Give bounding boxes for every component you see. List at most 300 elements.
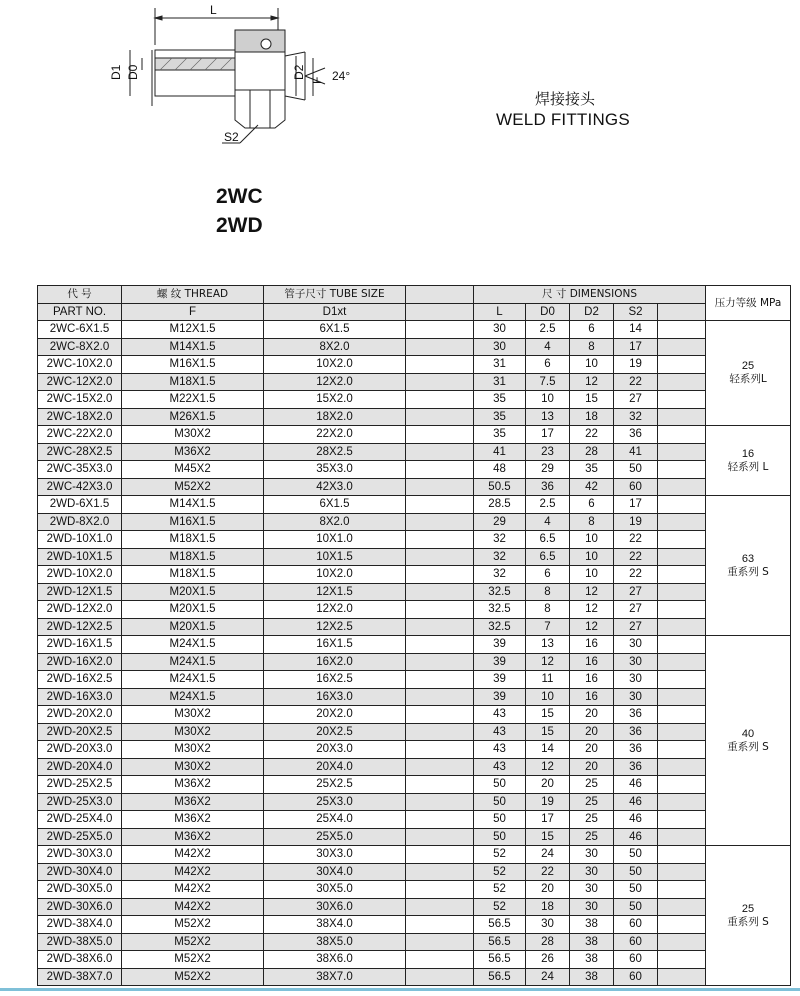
pressure-series: 重系列 S [727, 565, 769, 578]
cell-part-no: 2WD-12X1.5 [38, 583, 122, 601]
cell-thread: M20X1.5 [122, 601, 264, 619]
header-tube-size: 管子尺寸 TUBE SIZE [264, 286, 406, 304]
cell-D2: 20 [570, 758, 614, 776]
pressure-group [706, 426, 791, 496]
table-row [38, 566, 791, 584]
cell-blank [658, 653, 706, 671]
cell-part-no: 2WC-12X2.0 [38, 373, 122, 391]
cell-S2: 46 [614, 828, 658, 846]
cell-S2: 60 [614, 933, 658, 951]
cell-D2: 35 [570, 461, 614, 479]
cell-D2: 25 [570, 811, 614, 829]
cell-D0: 8 [526, 583, 570, 601]
cell-tube-size: 12X2.5 [264, 618, 406, 636]
cell-tube-size: 20X2.5 [264, 723, 406, 741]
header-thread: 螺 纹 THREAD [122, 286, 264, 304]
cell-thread: M45X2 [122, 461, 264, 479]
cell-thread: M30X2 [122, 758, 264, 776]
cell-D2: 22 [570, 426, 614, 444]
cell-blank [406, 566, 474, 584]
cell-blank [658, 566, 706, 584]
cell-S2: 30 [614, 653, 658, 671]
cell-L: 35 [474, 391, 526, 409]
cell-thread: M30X2 [122, 706, 264, 724]
cell-thread: M52X2 [122, 968, 264, 986]
cell-blank [406, 723, 474, 741]
cell-part-no: 2WD-16X1.5 [38, 636, 122, 654]
cell-L: 32.5 [474, 583, 526, 601]
cell-part-no: 2WD-30X6.0 [38, 898, 122, 916]
table-row [38, 583, 791, 601]
cell-thread: M24X1.5 [122, 653, 264, 671]
model-code-2wc: 2WC [216, 185, 263, 208]
cell-tube-size: 10X1.0 [264, 531, 406, 549]
cell-tube-size: 25X5.0 [264, 828, 406, 846]
cell-D2: 10 [570, 531, 614, 549]
cell-blank [406, 741, 474, 759]
cell-D2: 16 [570, 671, 614, 689]
cell-S2: 17 [614, 338, 658, 356]
table-row [38, 391, 791, 409]
cell-part-no: 2WD-38X5.0 [38, 933, 122, 951]
table-row [38, 338, 791, 356]
cell-part-no: 2WD-8X2.0 [38, 513, 122, 531]
cell-part-no: 2WC-42X3.0 [38, 478, 122, 496]
cell-L: 29 [474, 513, 526, 531]
cell-D2: 6 [570, 496, 614, 514]
cell-S2: 32 [614, 408, 658, 426]
cell-part-no: 2WD-10X2.0 [38, 566, 122, 584]
dim-D1-label: D1 [109, 64, 123, 80]
weld-fitting-drawing [100, 0, 380, 160]
cell-L: 32 [474, 531, 526, 549]
cell-D0: 26 [526, 951, 570, 969]
cell-L: 52 [474, 881, 526, 899]
cell-blank [658, 338, 706, 356]
cell-S2: 22 [614, 373, 658, 391]
cell-D0: 36 [526, 478, 570, 496]
pressure-group [706, 636, 791, 846]
cell-L: 56.5 [474, 951, 526, 969]
cell-L: 56.5 [474, 916, 526, 934]
cell-tube-size: 8X2.0 [264, 513, 406, 531]
cell-L: 52 [474, 898, 526, 916]
cell-L: 32 [474, 566, 526, 584]
cell-D2: 10 [570, 566, 614, 584]
table-row [38, 373, 791, 391]
cell-blank [406, 391, 474, 409]
cell-thread: M20X1.5 [122, 618, 264, 636]
cell-D2: 38 [570, 933, 614, 951]
cell-blank [658, 548, 706, 566]
cell-L: 43 [474, 741, 526, 759]
cell-D0: 10 [526, 391, 570, 409]
cell-part-no: 2WD-38X6.0 [38, 951, 122, 969]
title-english: WELD FITTINGS [496, 110, 630, 129]
cell-S2: 22 [614, 548, 658, 566]
table-row [38, 776, 791, 794]
cell-thread: M18X1.5 [122, 373, 264, 391]
cell-D2: 16 [570, 653, 614, 671]
cell-D2: 30 [570, 881, 614, 899]
cell-thread: M42X2 [122, 863, 264, 881]
cell-L: 32.5 [474, 601, 526, 619]
cell-L: 39 [474, 636, 526, 654]
header-code-cn: 代 号 [38, 286, 122, 304]
cell-D2: 42 [570, 478, 614, 496]
cell-S2: 46 [614, 793, 658, 811]
table-row [38, 531, 791, 549]
cell-D0: 12 [526, 653, 570, 671]
cell-blank [658, 776, 706, 794]
cell-thread: M36X2 [122, 793, 264, 811]
cell-part-no: 2WD-30X4.0 [38, 863, 122, 881]
cell-D0: 13 [526, 408, 570, 426]
cell-S2: 27 [614, 391, 658, 409]
cell-blank [658, 793, 706, 811]
cell-D2: 20 [570, 741, 614, 759]
cell-D2: 25 [570, 793, 614, 811]
header-L: L [474, 303, 526, 321]
cell-blank [406, 846, 474, 864]
cell-S2: 30 [614, 636, 658, 654]
cell-L: 50 [474, 776, 526, 794]
cell-D2: 38 [570, 916, 614, 934]
cell-thread: M16X1.5 [122, 356, 264, 374]
cell-blank [406, 776, 474, 794]
cell-blank [658, 898, 706, 916]
cell-D0: 8 [526, 601, 570, 619]
cell-D2: 25 [570, 776, 614, 794]
cell-blank [406, 338, 474, 356]
cell-thread: M36X2 [122, 443, 264, 461]
cell-D0: 14 [526, 741, 570, 759]
table-row [38, 828, 791, 846]
table-row [38, 881, 791, 899]
cell-S2: 19 [614, 356, 658, 374]
cell-part-no: 2WD-38X4.0 [38, 916, 122, 934]
cell-D2: 10 [570, 356, 614, 374]
cell-S2: 27 [614, 618, 658, 636]
cell-blank [658, 618, 706, 636]
cell-L: 35 [474, 408, 526, 426]
cell-blank [406, 933, 474, 951]
table-row [38, 426, 791, 444]
cell-tube-size: 38X4.0 [264, 916, 406, 934]
table-row [38, 863, 791, 881]
cell-D0: 7 [526, 618, 570, 636]
header-thread-f: F [122, 303, 264, 321]
cell-S2: 14 [614, 321, 658, 339]
cell-blank [406, 951, 474, 969]
cell-L: 39 [474, 653, 526, 671]
cell-tube-size: 15X2.0 [264, 391, 406, 409]
cell-L: 43 [474, 723, 526, 741]
cell-blank [658, 391, 706, 409]
cell-part-no: 2WC-15X2.0 [38, 391, 122, 409]
cell-part-no: 2WD-16X2.0 [38, 653, 122, 671]
cell-part-no: 2WD-25X3.0 [38, 793, 122, 811]
cell-blank [658, 881, 706, 899]
cell-D2: 8 [570, 513, 614, 531]
table-row [38, 671, 791, 689]
cell-D0: 23 [526, 443, 570, 461]
cell-D2: 16 [570, 636, 614, 654]
cell-thread: M16X1.5 [122, 513, 264, 531]
cell-blank [658, 478, 706, 496]
cell-blank [406, 496, 474, 514]
cell-blank [406, 513, 474, 531]
cell-L: 39 [474, 671, 526, 689]
cell-tube-size: 30X3.0 [264, 846, 406, 864]
cell-S2: 46 [614, 811, 658, 829]
cell-D0: 4 [526, 513, 570, 531]
cell-L: 56.5 [474, 968, 526, 986]
table-row [38, 618, 791, 636]
cell-blank [406, 618, 474, 636]
cell-S2: 41 [614, 443, 658, 461]
cell-D0: 11 [526, 671, 570, 689]
cell-thread: M22X1.5 [122, 391, 264, 409]
cell-S2: 17 [614, 496, 658, 514]
cell-D0: 17 [526, 426, 570, 444]
cell-S2: 36 [614, 706, 658, 724]
cell-blank [658, 583, 706, 601]
cell-part-no: 2WD-6X1.5 [38, 496, 122, 514]
cell-L: 52 [474, 863, 526, 881]
header-dimensions: 尺 寸 DIMENSIONS [474, 286, 706, 304]
cell-blank [406, 898, 474, 916]
cell-part-no: 2WD-25X4.0 [38, 811, 122, 829]
footer-rule [0, 988, 800, 991]
cell-part-no: 2WD-20X2.5 [38, 723, 122, 741]
table-row [38, 933, 791, 951]
table-row [38, 513, 791, 531]
cell-thread: M18X1.5 [122, 531, 264, 549]
cell-blank [406, 548, 474, 566]
cell-blank [406, 531, 474, 549]
cell-blank [406, 478, 474, 496]
cell-L: 32 [474, 548, 526, 566]
cell-S2: 30 [614, 671, 658, 689]
cell-thread: M36X2 [122, 776, 264, 794]
cell-blank [658, 758, 706, 776]
cell-blank [406, 653, 474, 671]
cell-tube-size: 20X3.0 [264, 741, 406, 759]
cell-D2: 12 [570, 373, 614, 391]
cell-tube-size: 16X2.5 [264, 671, 406, 689]
cell-D0: 20 [526, 776, 570, 794]
cell-tube-size: 38X6.0 [264, 951, 406, 969]
cell-blank [658, 513, 706, 531]
cell-D0: 7.5 [526, 373, 570, 391]
cell-blank [406, 636, 474, 654]
cell-S2: 22 [614, 531, 658, 549]
cell-tube-size: 12X2.0 [264, 601, 406, 619]
title-chinese: 焊接接头 [535, 90, 596, 108]
cell-L: 48 [474, 461, 526, 479]
cell-L: 50 [474, 811, 526, 829]
cell-blank [658, 461, 706, 479]
cell-part-no: 2WD-12X2.0 [38, 601, 122, 619]
cell-blank [658, 916, 706, 934]
cell-tube-size: 20X2.0 [264, 706, 406, 724]
cell-D0: 18 [526, 898, 570, 916]
cell-S2: 19 [614, 513, 658, 531]
cell-thread: M36X2 [122, 828, 264, 846]
table-row [38, 548, 791, 566]
cell-blank [406, 356, 474, 374]
table-row [38, 846, 791, 864]
cell-L: 31 [474, 356, 526, 374]
table-row [38, 898, 791, 916]
cell-S2: 22 [614, 566, 658, 584]
header-blank-2 [406, 303, 474, 321]
cell-blank [658, 811, 706, 829]
cell-S2: 50 [614, 898, 658, 916]
cell-S2: 27 [614, 601, 658, 619]
cell-part-no: 2WD-25X2.5 [38, 776, 122, 794]
header-part-no: PART NO. [38, 303, 122, 321]
cell-tube-size: 30X6.0 [264, 898, 406, 916]
cell-D2: 15 [570, 391, 614, 409]
cell-D2: 38 [570, 951, 614, 969]
table-row [38, 601, 791, 619]
cell-L: 30 [474, 338, 526, 356]
cell-L: 35 [474, 426, 526, 444]
cell-part-no: 2WD-12X2.5 [38, 618, 122, 636]
table-row [38, 793, 791, 811]
table-row [38, 478, 791, 496]
cell-blank [406, 968, 474, 986]
pressure-value: 63 [741, 552, 755, 565]
cell-thread: M42X2 [122, 846, 264, 864]
cell-thread: M42X2 [122, 881, 264, 899]
table-row [38, 496, 791, 514]
cell-thread: M24X1.5 [122, 636, 264, 654]
cell-D0: 24 [526, 846, 570, 864]
cell-L: 32.5 [474, 618, 526, 636]
cell-thread: M24X1.5 [122, 671, 264, 689]
cell-D2: 6 [570, 321, 614, 339]
table-row [38, 811, 791, 829]
cell-tube-size: 30X4.0 [264, 863, 406, 881]
cell-blank [658, 951, 706, 969]
pressure-series: 轻系列 L [727, 460, 769, 473]
cell-D0: 4 [526, 338, 570, 356]
cell-thread: M36X2 [122, 811, 264, 829]
cell-part-no: 2WD-16X3.0 [38, 688, 122, 706]
cell-tube-size: 38X7.0 [264, 968, 406, 986]
cell-part-no: 2WC-6X1.5 [38, 321, 122, 339]
cell-S2: 60 [614, 951, 658, 969]
cell-blank [406, 758, 474, 776]
cell-tube-size: 25X3.0 [264, 793, 406, 811]
cell-L: 43 [474, 706, 526, 724]
cell-L: 41 [474, 443, 526, 461]
cell-blank [658, 426, 706, 444]
cell-tube-size: 12X2.0 [264, 373, 406, 391]
table-row [38, 916, 791, 934]
cell-L: 52 [474, 846, 526, 864]
cell-S2: 50 [614, 881, 658, 899]
cell-blank [658, 443, 706, 461]
cell-tube-size: 22X2.0 [264, 426, 406, 444]
cell-D2: 12 [570, 583, 614, 601]
cell-thread: M52X2 [122, 478, 264, 496]
cell-D0: 15 [526, 828, 570, 846]
dim-D2-label: D2 [292, 64, 306, 80]
cell-D2: 12 [570, 618, 614, 636]
cell-blank [406, 688, 474, 706]
cell-part-no: 2WD-16X2.5 [38, 671, 122, 689]
cell-tube-size: 10X1.5 [264, 548, 406, 566]
header-D0: D0 [526, 303, 570, 321]
cell-D2: 30 [570, 863, 614, 881]
cell-blank [406, 793, 474, 811]
cell-blank [406, 671, 474, 689]
cell-blank [406, 706, 474, 724]
cell-tube-size: 16X3.0 [264, 688, 406, 706]
cell-thread: M52X2 [122, 933, 264, 951]
cell-blank [658, 356, 706, 374]
pressure-group [706, 846, 791, 986]
spec-table [37, 285, 791, 986]
cell-D2: 28 [570, 443, 614, 461]
cell-tube-size: 6X1.5 [264, 321, 406, 339]
cell-D0: 22 [526, 863, 570, 881]
cell-D0: 6 [526, 566, 570, 584]
cell-D0: 28 [526, 933, 570, 951]
cell-thread: M18X1.5 [122, 548, 264, 566]
pressure-value: 16 [741, 447, 755, 460]
cell-blank [658, 671, 706, 689]
table-header-row-1 [38, 286, 791, 304]
cell-blank [658, 531, 706, 549]
cell-D2: 38 [570, 968, 614, 986]
table-row [38, 356, 791, 374]
cell-blank [658, 636, 706, 654]
cell-part-no: 2WD-25X5.0 [38, 828, 122, 846]
cell-tube-size: 25X2.5 [264, 776, 406, 794]
cell-L: 56.5 [474, 933, 526, 951]
cell-blank [658, 706, 706, 724]
cell-D2: 16 [570, 688, 614, 706]
cell-D0: 2.5 [526, 496, 570, 514]
cell-part-no: 2WC-8X2.0 [38, 338, 122, 356]
cell-D0: 24 [526, 968, 570, 986]
cell-blank [658, 321, 706, 339]
cell-tube-size: 8X2.0 [264, 338, 406, 356]
cell-part-no: 2WC-28X2.5 [38, 443, 122, 461]
header-S2: S2 [614, 303, 658, 321]
cell-tube-size: 25X4.0 [264, 811, 406, 829]
cell-tube-size: 42X3.0 [264, 478, 406, 496]
cell-blank [406, 408, 474, 426]
cell-tube-size: 16X2.0 [264, 653, 406, 671]
cell-thread: M14X1.5 [122, 338, 264, 356]
cell-tube-size: 10X2.0 [264, 356, 406, 374]
table-row [38, 636, 791, 654]
cell-blank [406, 828, 474, 846]
cell-part-no: 2WD-10X1.5 [38, 548, 122, 566]
cell-D0: 2.5 [526, 321, 570, 339]
cell-blank [658, 968, 706, 986]
cell-blank [658, 496, 706, 514]
cell-L: 50 [474, 793, 526, 811]
cell-tube-size: 16X1.5 [264, 636, 406, 654]
header-tube-d1xt: D1xt [264, 303, 406, 321]
